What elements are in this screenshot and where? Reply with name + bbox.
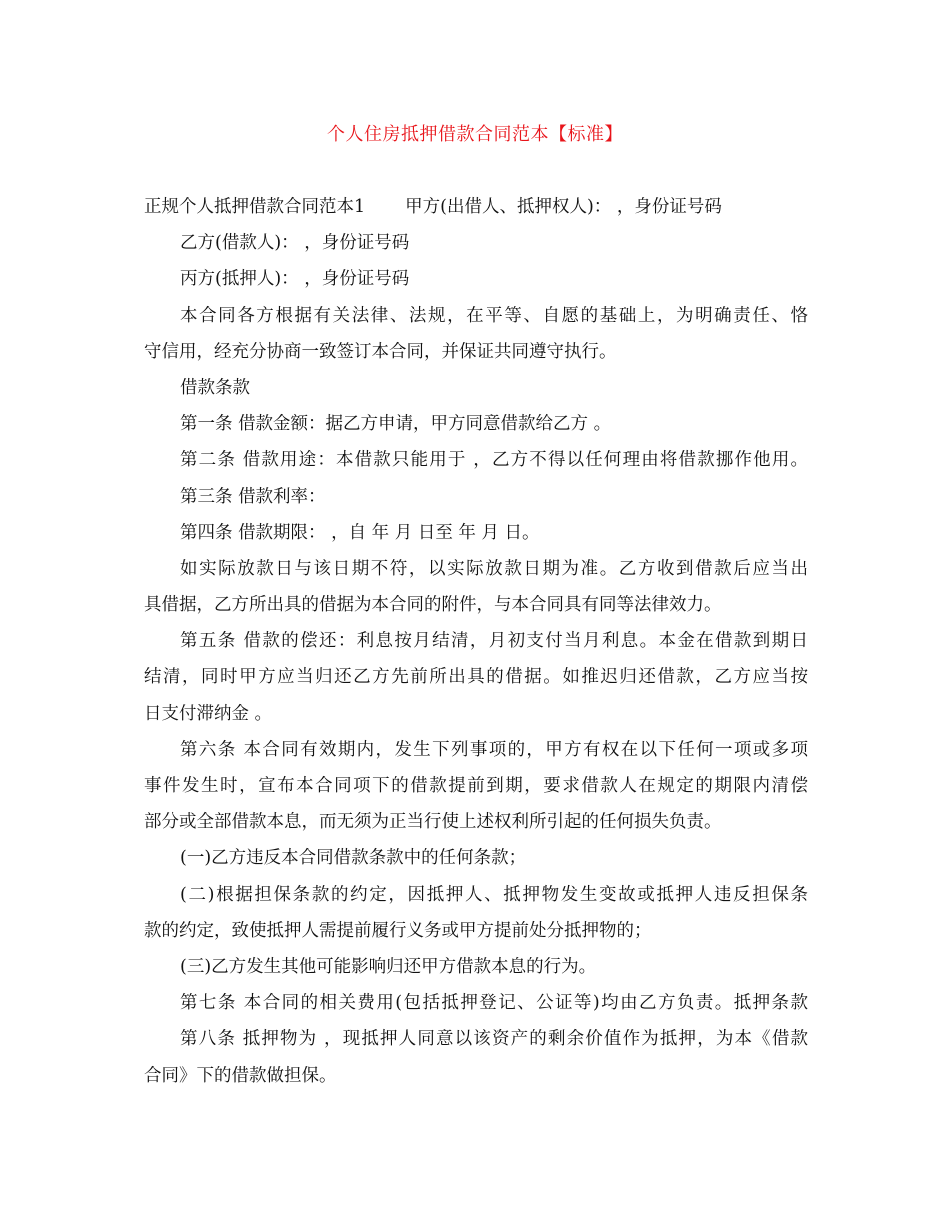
paragraph-line (144, 193, 808, 229)
party-c-line: 丙方(抵押人)： ，身份证号码 (180, 269, 410, 290)
paragraph-line: 结清，同时甲方应当归还乙方先前所出具的借据。如推迟归还借款，乙方应当按 (144, 667, 808, 688)
party-a-line: 甲方(出借人、抵押权人)： ，身份证号码 (405, 197, 722, 217)
article-line: 第三条 借款利率： (180, 486, 326, 507)
paragraph-line: 具借据，乙方所出具的借据为本合同的附件，与本合同具有同等法律效力。 (144, 595, 722, 616)
paragraph-line: 部分或全部借款本息，而无须为正当行使上述权利所引起的任何损失负责。 (144, 812, 722, 833)
article-line: 第五条 借款的偿还：利息按月结清，月初支付当月利息。本金在借款到期日 (180, 631, 808, 652)
article-line: 第六条 本合同有效期内，发生下列事项的，甲方有权在以下任何一项或多项 (180, 739, 808, 760)
list-item: (一)乙方违反本合同借款条款中的任何条款； (180, 848, 527, 869)
article-line: 第一条 借款金额：据乙方申请，甲方同意借款给乙方 。 (180, 414, 612, 435)
list-item: (二)根据担保条款的约定，因抵押人、抵押物发生变故或抵押人违反担保条 (180, 884, 808, 905)
heading-prefix: 正规个人抵押借款合同范本1 (144, 197, 366, 217)
paragraph-line: 如实际放款日与该日期不符，以实际放款日期为准。乙方收到借款后应当出 (180, 558, 808, 579)
article-line: 第二条 借款用途：本借款只能用于 ，乙方不得以任何理由将借款挪作他用。 (180, 450, 808, 471)
section-heading: 借款条款 (180, 377, 250, 398)
paragraph-line: 合同》下的借款做担保。 (144, 1065, 337, 1086)
paragraph-line: 本合同各方根据有关法律、法规，在平等、自愿的基础上，为明确责任、恪 (180, 305, 808, 326)
document-body (144, 193, 808, 1098)
party-b-line: 乙方(借款人)： ，身份证号码 (180, 233, 410, 254)
paragraph-line: 守信用，经充分协商一致签订本合同，并保证共同遵守执行。 (144, 341, 617, 362)
article-line: 第四条 借款期限： ，自 年 月 日至 年 月 日。 (180, 522, 540, 543)
paragraph-line: 款的约定，致使抵押人需提前履行义务或甲方提前处分抵押物的； (144, 920, 652, 941)
paragraph-line: 日支付滞纳金 。 (144, 703, 273, 724)
article-line: 第八条 抵押物为 ，现抵押人同意以该资产的剩余价值作为抵押，为本《借款 (180, 1029, 808, 1050)
list-item: (三)乙方发生其他可能影响归还甲方借款本息的行为。 (180, 956, 597, 977)
paragraph-line: 事件发生时，宣布本合同项下的借款提前到期，要求借款人在规定的期限内清偿 (144, 776, 808, 796)
article-line: 第七条 本合同的相关费用(包括抵押登记、公证等)均由乙方负责。抵押条款 (180, 993, 808, 1014)
document-title: 个人住房抵押借款合同范本【标准】 (327, 124, 623, 145)
